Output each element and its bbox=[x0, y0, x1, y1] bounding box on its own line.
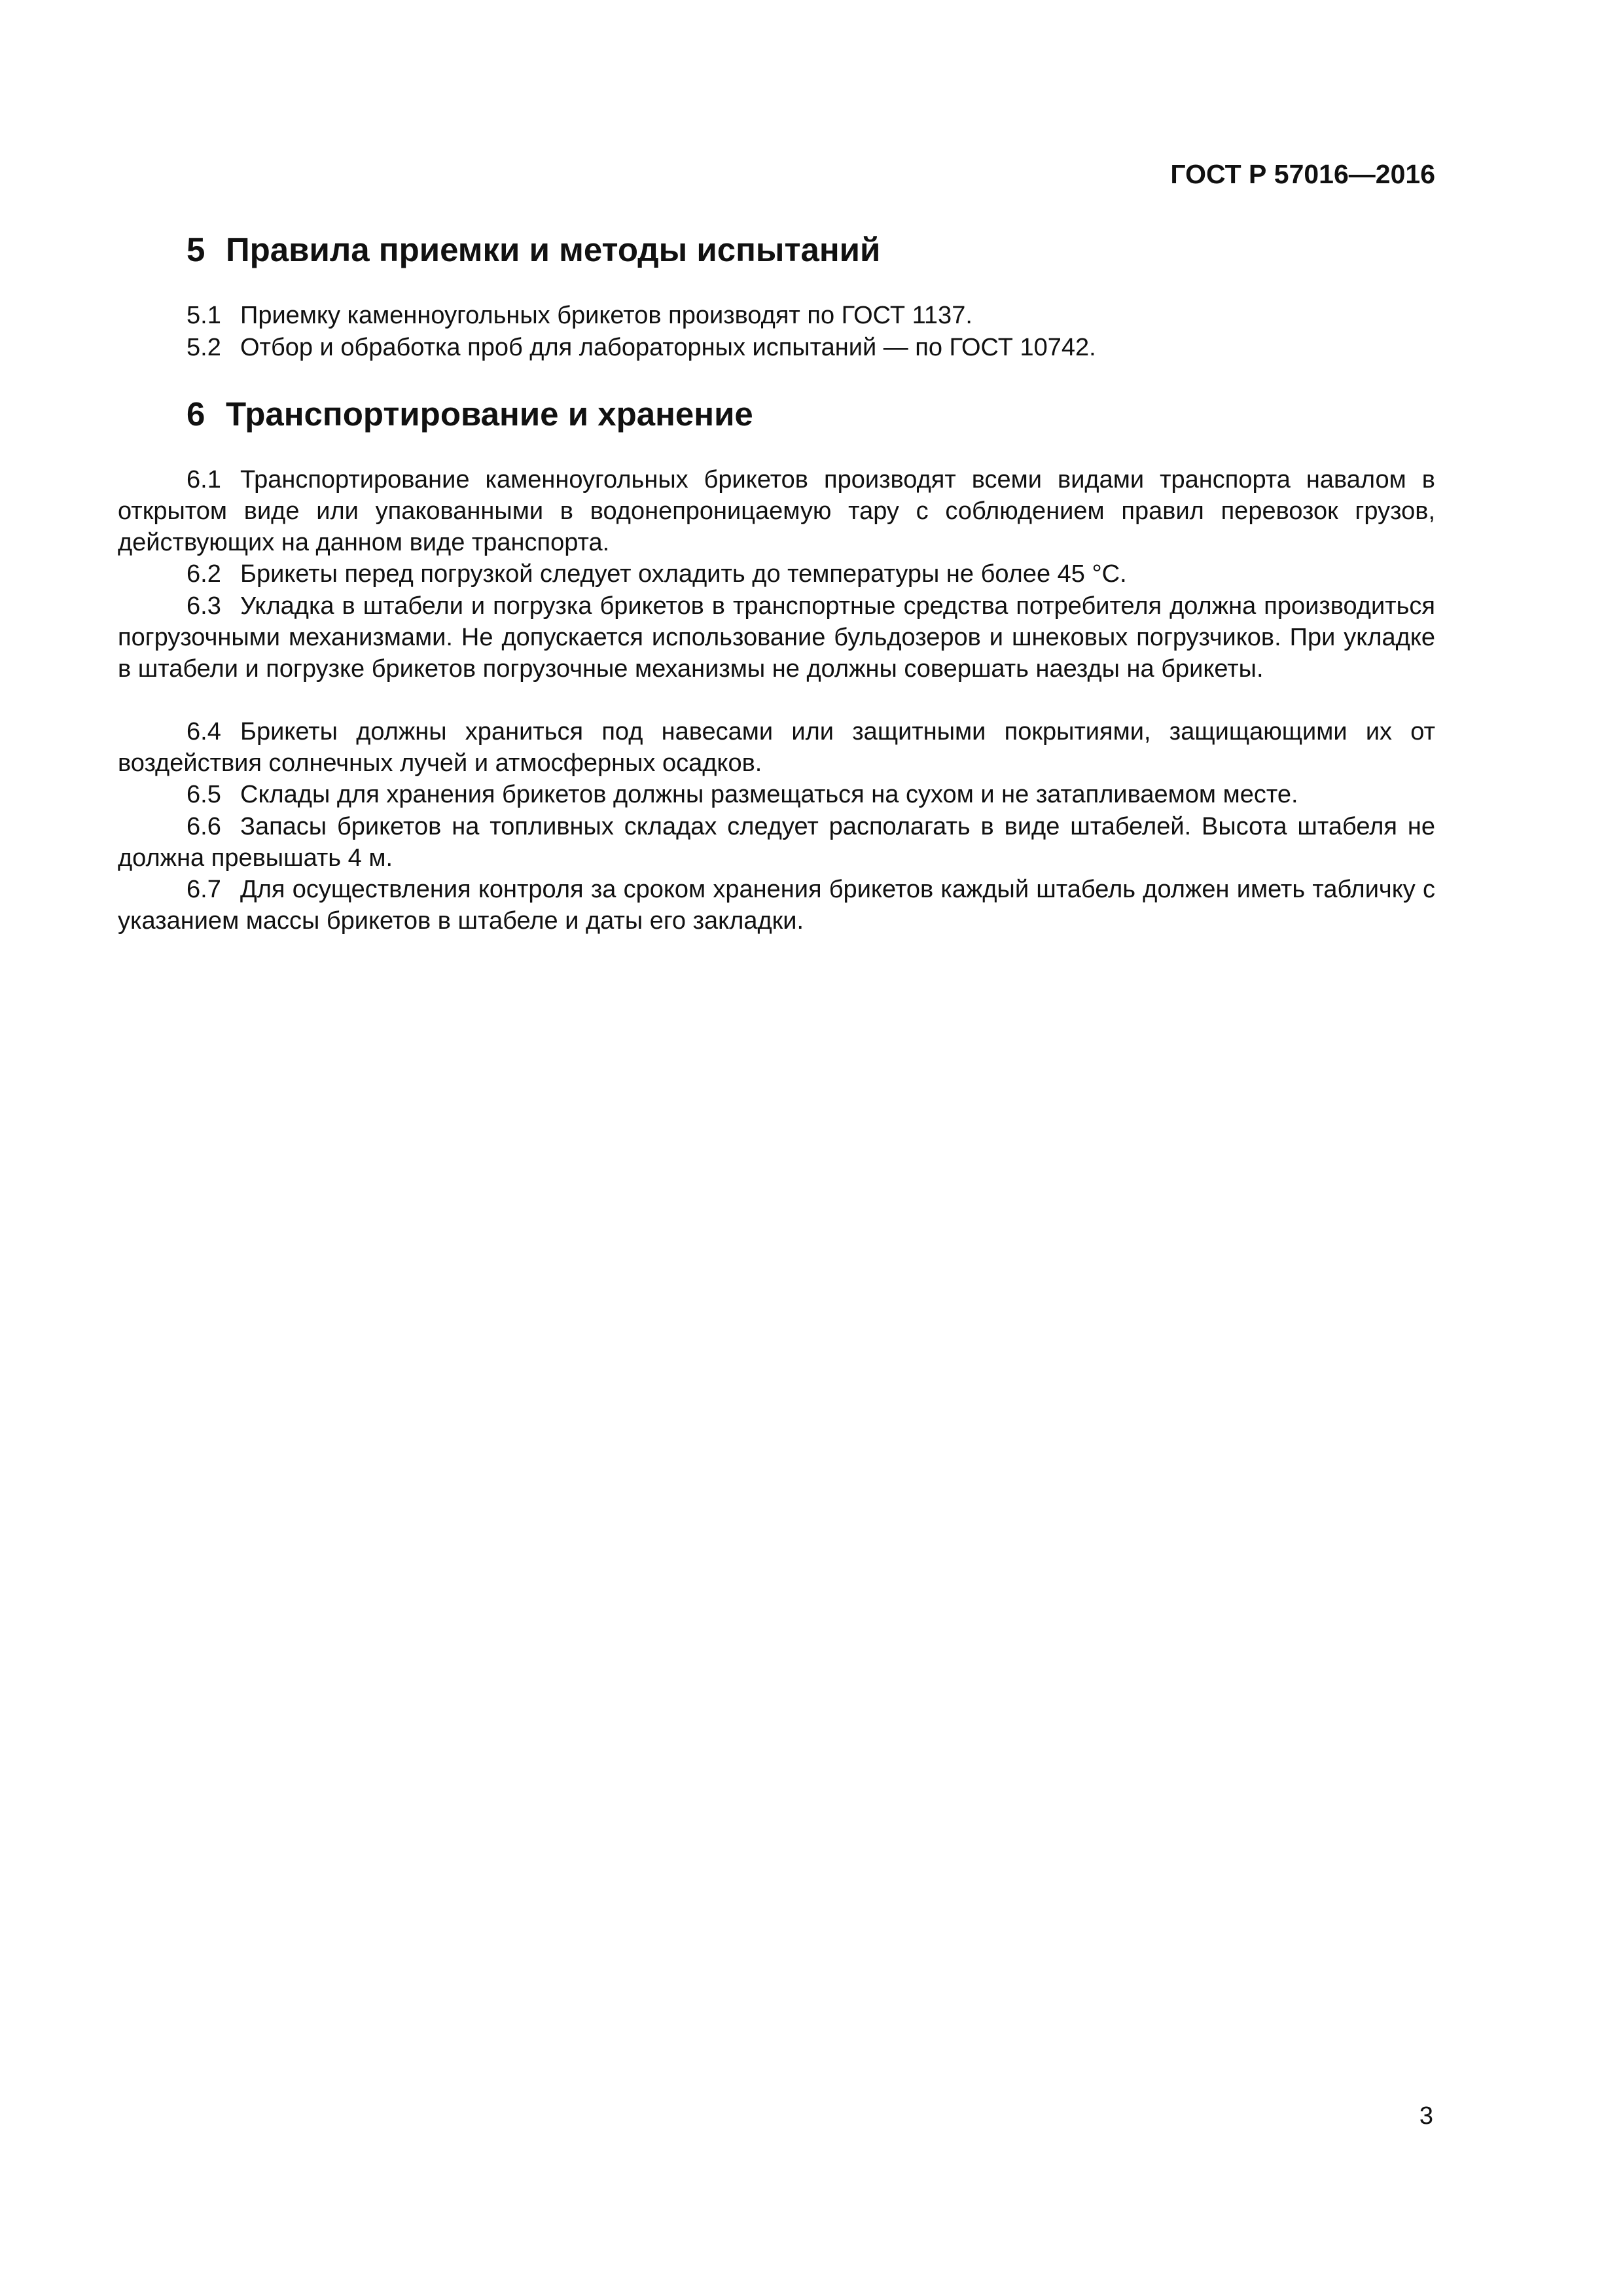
section-6-heading bbox=[187, 395, 753, 433]
paragraph-6-3 bbox=[118, 590, 1435, 685]
paragraph-number: 5.1 bbox=[187, 302, 221, 329]
paragraph-5-1 bbox=[118, 300, 1435, 331]
paragraph-number: 5.2 bbox=[187, 334, 221, 361]
paragraph-number: 6.5 bbox=[187, 781, 221, 808]
paragraph-text: Отбор и обработка проб для лабораторных испытаний — по ГОСТ 10742. bbox=[240, 334, 1096, 361]
paragraph-text: Брикеты перед погрузкой следует охладить до температуры не более 45 °С. bbox=[240, 560, 1127, 588]
paragraph-number: 6.3 bbox=[187, 592, 221, 620]
paragraph-text: Запасы брикетов на топливных складах следует располагать в виде штабелей. Высота штабеля не должна превышать 4 м. bbox=[118, 813, 1435, 872]
section-title: Правила приемки и методы испытаний bbox=[226, 231, 881, 268]
paragraph-number: 6.1 bbox=[187, 466, 221, 493]
paragraph-number: 6.2 bbox=[187, 560, 221, 588]
paragraph-5-2 bbox=[118, 332, 1435, 363]
section-5-heading bbox=[187, 230, 880, 269]
document-id-header: ГОСТ Р 57016—2016 bbox=[1170, 159, 1435, 189]
paragraph-6-6 bbox=[118, 811, 1435, 874]
paragraph-number: 6.6 bbox=[187, 813, 221, 840]
paragraph-6-7 bbox=[118, 874, 1435, 937]
section-title: Транспортирование и хранение bbox=[226, 395, 753, 433]
page-number: 3 bbox=[1419, 2102, 1433, 2130]
paragraph-6-4 bbox=[118, 716, 1435, 779]
paragraph-6-2 bbox=[118, 558, 1435, 590]
paragraph-number: 6.4 bbox=[187, 718, 221, 745]
paragraph-text: Для осуществления контроля за сроком хранения брикетов каждый штабель должен иметь табличку с указанием массы брикетов в штабеле и даты его закладки. bbox=[118, 876, 1435, 935]
paragraph-text: Склады для хранения брикетов должны размещаться на сухом и не затапливаемом месте. bbox=[240, 781, 1298, 808]
paragraph-6-1 bbox=[118, 464, 1435, 558]
section-number: 6 bbox=[187, 395, 205, 433]
paragraph-text: Брикеты должны храниться под навесами или защитными покрытиями, защищающими их от воздействия солнечных лучей и атмосферных осадков. bbox=[118, 718, 1435, 777]
paragraph-text: Транспортирование каменноугольных брикетов производят всеми видами транспорта навалом в открытом виде или упакованными в водонепроницаемую тару с соблюдением правил перевозок грузов, действующих на данном виде транспорта. bbox=[118, 466, 1435, 556]
paragraph-number: 6.7 bbox=[187, 876, 221, 903]
paragraph-text: Укладка в штабели и погрузка брикетов в транспортные средства потребителя должна производиться погрузочными механизмами. Не допускается использование бульдозеров и шнековых погрузчиков. При укладке в штабели и погрузке брикетов погрузочные механизмы не должны совершать наезды на брикеты. bbox=[118, 592, 1435, 683]
paragraph-text: Приемку каменноугольных брикетов производят по ГОСТ 1137. bbox=[240, 302, 972, 329]
paragraph-6-5 bbox=[118, 779, 1435, 810]
section-number: 5 bbox=[187, 231, 205, 268]
